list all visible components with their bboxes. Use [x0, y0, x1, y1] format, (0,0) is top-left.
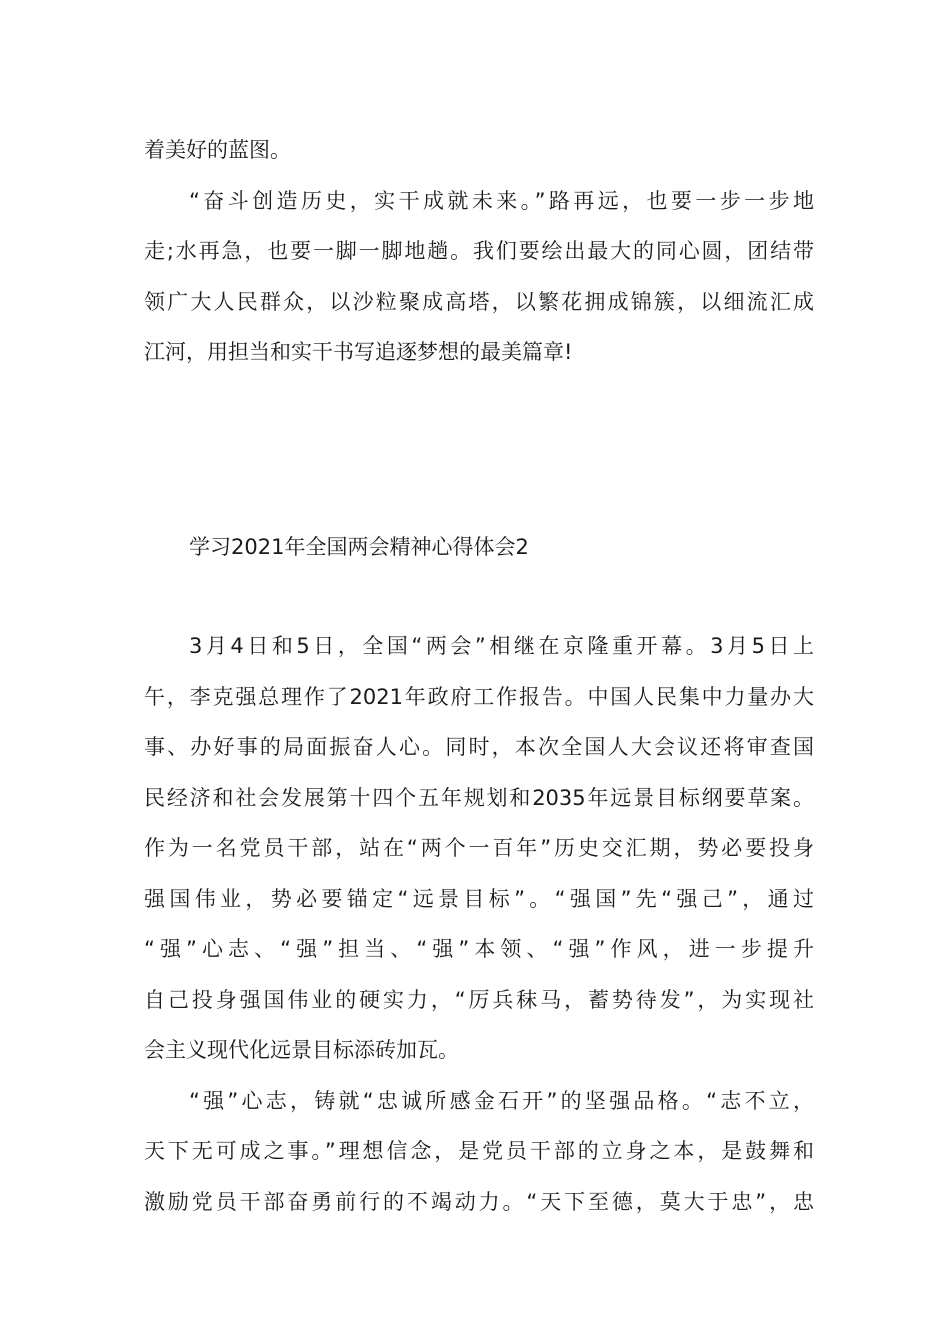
paragraph-line: 天下无可成之事。”理想信念，是党员干部的立身之本，是鼓舞和 — [144, 1139, 814, 1163]
paragraph-line: 激励党员干部奋勇前行的不竭动力。“天下至德，莫大于忠”，忠 — [144, 1190, 814, 1214]
paragraph-line: 走;水再急，也要一脚一脚地趟。我们要绘出最大的同心圆，团结带 — [144, 239, 814, 263]
paragraph-line: 着美好的蓝图。 — [144, 138, 291, 162]
paragraph-line: 会主义现代化远景目标添砖加瓦。 — [144, 1038, 459, 1062]
paragraph-line: 3月4日和5日，全国“两会”相继在京隆重开幕。3月5日上 — [189, 634, 814, 658]
paragraph-line: “强”心志、“强”担当、“强”本领、“强”作风，进一步提升 — [144, 937, 814, 961]
paragraph-line: 江河，用担当和实干书写追逐梦想的最美篇章! — [144, 340, 573, 364]
paragraph-line: “强”心志，铸就“忠诚所感金石开”的坚强品格。“志不立， — [189, 1089, 814, 1113]
paragraph-line: 作为一名党员干部，站在“两个一百年”历史交汇期，势必要投身 — [144, 836, 814, 860]
paragraph-line: “奋斗创造历史，实干成就未来。”路再远，也要一步一步地 — [189, 189, 814, 213]
paragraph-line: 事、办好事的局面振奋人心。同时，本次全国人大会议还将审查国 — [144, 735, 814, 759]
paragraph-line: 自己投身强国伟业的硬实力，“厉兵秣马，蓄势待发”，为实现社 — [144, 988, 814, 1012]
paragraph-line: 午，李克强总理作了2021年政府工作报告。中国人民集中力量办大 — [144, 685, 814, 709]
paragraph-line: 民经济和社会发展第十四个五年规划和2035年远景目标纲要草案。 — [144, 786, 814, 810]
section-heading: 学习2021年全国两会精神心得体会2 — [189, 535, 529, 559]
paragraph-line: 领广大人民群众，以沙粒聚成高塔，以繁花拥成锦簇，以细流汇成 — [144, 290, 814, 314]
paragraph-line: 强国伟业，势必要锚定“远景目标”。“强国”先“强己”，通过 — [144, 887, 814, 911]
